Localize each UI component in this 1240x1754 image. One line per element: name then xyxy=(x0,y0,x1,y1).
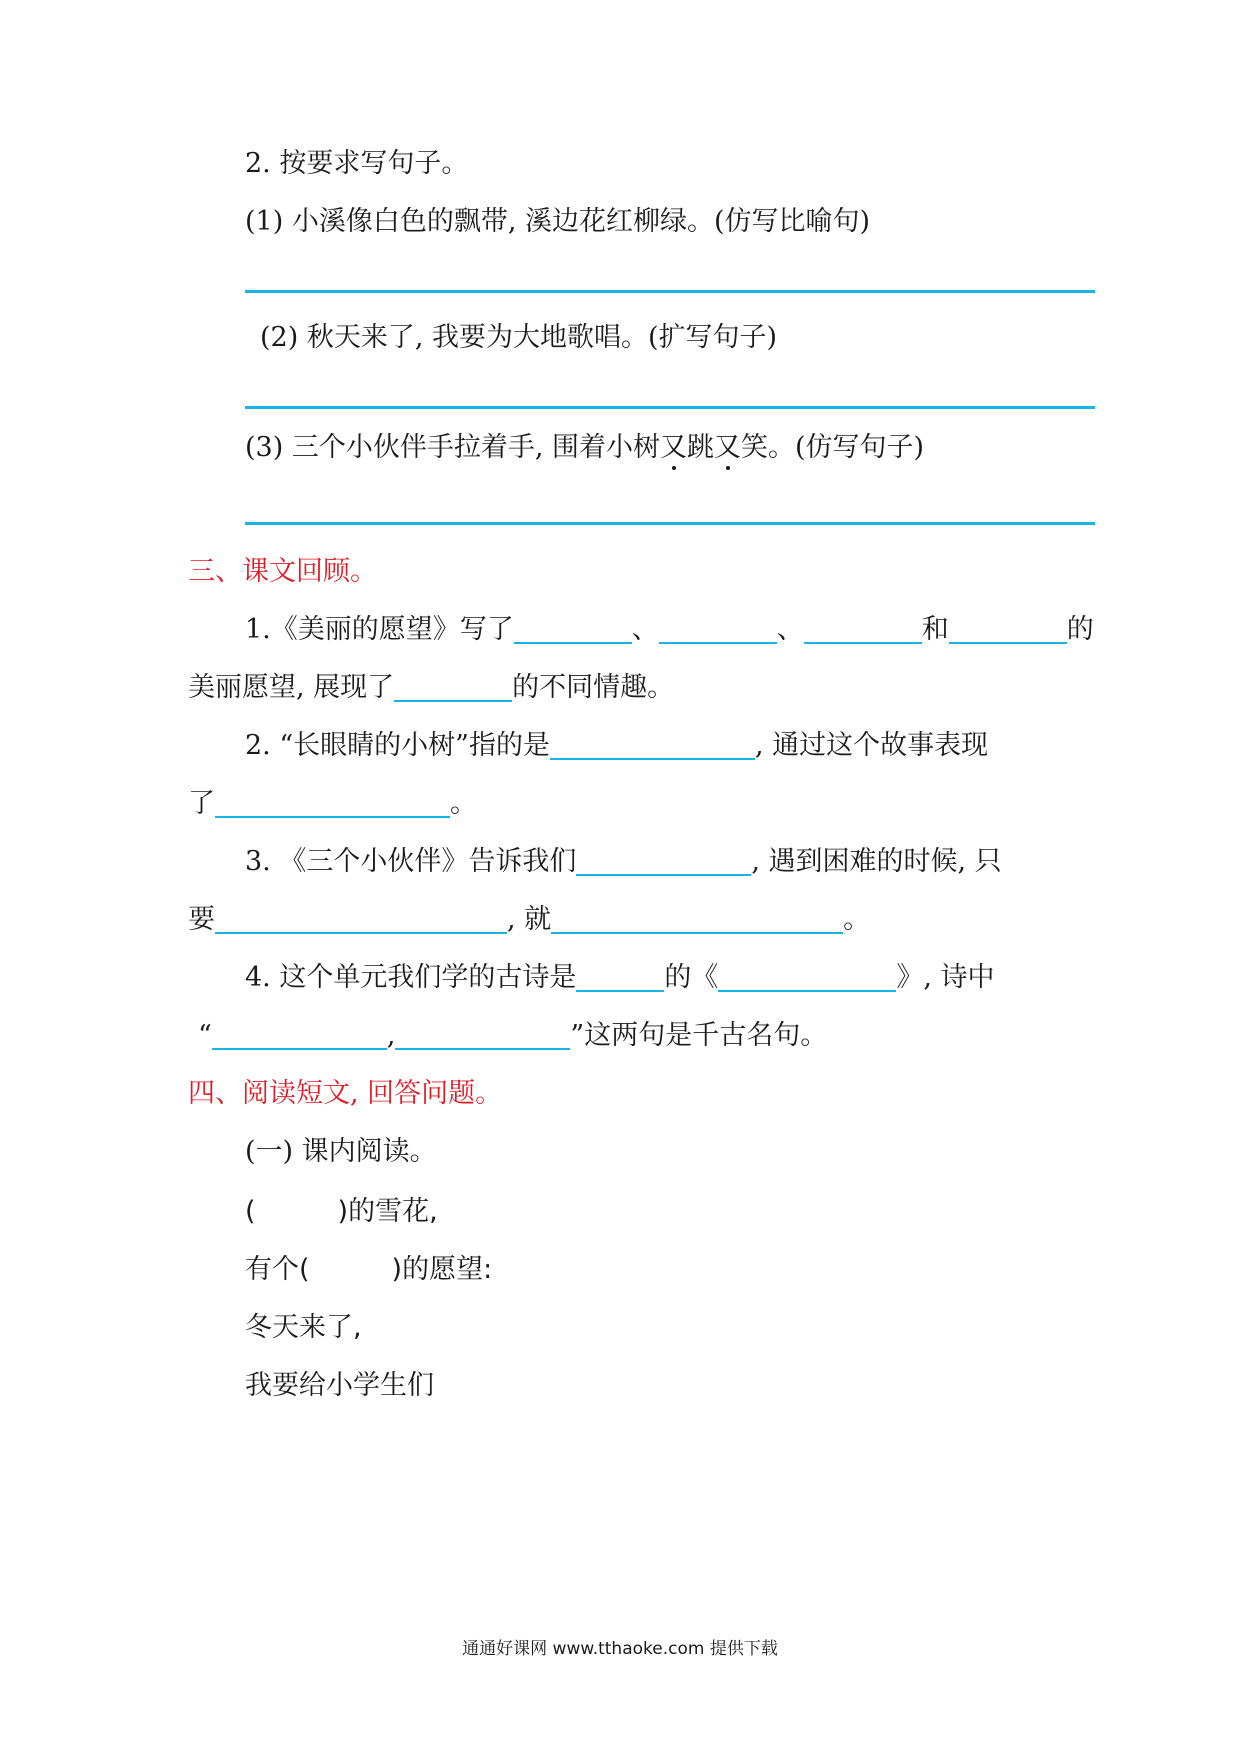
section-4-heading: 四、阅读短文, 回答问题。 xyxy=(188,1078,503,1109)
answer-line-3[interactable] xyxy=(245,522,1095,525)
fill-blank-q1-2[interactable] xyxy=(659,612,777,644)
poem-line-2 xyxy=(245,1252,492,1288)
review-q3-line1 xyxy=(245,844,1002,880)
review-q2-line2 xyxy=(188,786,477,822)
fill-blank-q4-4[interactable] xyxy=(395,1018,570,1050)
q4-text-d: ”这两句是千古名句。 xyxy=(570,1020,828,1051)
review-q2-line1 xyxy=(245,728,988,764)
q1-de: 的 xyxy=(1066,614,1094,645)
section-3-heading: 三、课文回顾。 xyxy=(188,556,377,587)
fill-blank-q1-5[interactable] xyxy=(394,670,512,702)
fill-blank-q3-1[interactable] xyxy=(576,844,751,876)
fill-blank-q1-4[interactable] xyxy=(949,612,1067,644)
prompt-3-part-c: 笑。(仿写句子) xyxy=(741,432,925,463)
q1-and: 和 xyxy=(921,614,949,645)
q2-end: 。 xyxy=(450,788,477,819)
q4-text-c: 》, 诗中 xyxy=(896,962,995,993)
answer-line-1[interactable] xyxy=(245,290,1095,293)
question-2-title: 2. 按要求写句子。 xyxy=(245,148,469,179)
prompt-3-part-a: (3) 三个小伙伴手拉着手, 围着小树 xyxy=(245,432,660,463)
reading-sub-heading: (一) 课内阅读。 xyxy=(245,1136,437,1167)
prompt-3-part-b: 跳 xyxy=(687,432,714,463)
q3-text-b: , 遇到困难的时候, 只 xyxy=(751,846,1002,877)
fill-blank-q4-1[interactable] xyxy=(576,960,664,992)
poem-l2-open: 有个( xyxy=(245,1254,310,1285)
q3-text-c: 要 xyxy=(188,904,215,935)
review-q1-line1 xyxy=(245,612,1094,648)
sentence-prompt-1: (1) 小溪像白色的飘带, 溪边花红柳绿。(仿写比喻句) xyxy=(245,206,871,237)
poem-line-3: 冬天来了, xyxy=(245,1312,362,1343)
q1-text-c: 的不同情趣。 xyxy=(512,672,675,703)
answer-line-2[interactable] xyxy=(245,406,1095,409)
q4-comma: , xyxy=(386,1020,396,1051)
q1-sep-1: 、 xyxy=(631,614,659,645)
review-q4-line1 xyxy=(245,960,995,996)
fill-blank-q2-2[interactable] xyxy=(215,786,450,818)
fill-blank-q3-3[interactable] xyxy=(551,902,843,934)
q2-text-b: , 通过这个故事表现 xyxy=(754,730,989,761)
q3-end: 。 xyxy=(843,904,871,935)
q4-text-b: 的《 xyxy=(664,962,719,993)
fill-blank-q4-2[interactable] xyxy=(718,960,896,992)
review-q1-line2 xyxy=(188,670,674,706)
emphasis-char-2: 又 xyxy=(714,430,741,466)
q4-open-quote: “ xyxy=(198,1020,212,1051)
fill-blank-q4-3[interactable] xyxy=(212,1018,387,1050)
q2-text-a: 2. “长眼睛的小树”指的是 xyxy=(245,730,550,761)
q1-text-b: 美丽愿望, 展现了 xyxy=(188,672,395,703)
q3-text-a: 3. 《三个小伙伴》告诉我们 xyxy=(245,846,577,877)
sentence-prompt-3 xyxy=(245,430,924,466)
emphasis-char-1: 又 xyxy=(660,430,687,466)
q4-text-a: 4. 这个单元我们学的古诗是 xyxy=(245,962,577,993)
fill-blank-q2-1[interactable] xyxy=(550,728,755,760)
q3-text-d: , 就 xyxy=(507,904,552,935)
footer-credit: 通通好课网 www.tthaoke.com 提供下载 xyxy=(462,1639,778,1659)
q1-text-a: 1.《美丽的愿望》写了 xyxy=(245,614,514,645)
poem-l1-close: )的雪花, xyxy=(337,1196,438,1227)
poem-line-1 xyxy=(245,1194,438,1230)
poem-l2-close: )的愿望: xyxy=(391,1254,493,1285)
poem-l1-open: ( xyxy=(245,1196,256,1227)
poem-line-4: 我要给小学生们 xyxy=(245,1370,434,1401)
sentence-prompt-2: (2) 秋天来了, 我要为大地歌唱。(扩写句子) xyxy=(260,322,778,353)
fill-blank-q1-3[interactable] xyxy=(804,612,922,644)
fill-blank-q3-2[interactable] xyxy=(215,902,507,934)
review-q4-line2 xyxy=(198,1018,827,1054)
review-q3-line2 xyxy=(188,902,870,938)
q1-sep-2: 、 xyxy=(776,614,804,645)
q2-text-c: 了 xyxy=(188,788,215,819)
fill-blank-q1-1[interactable] xyxy=(514,612,632,644)
